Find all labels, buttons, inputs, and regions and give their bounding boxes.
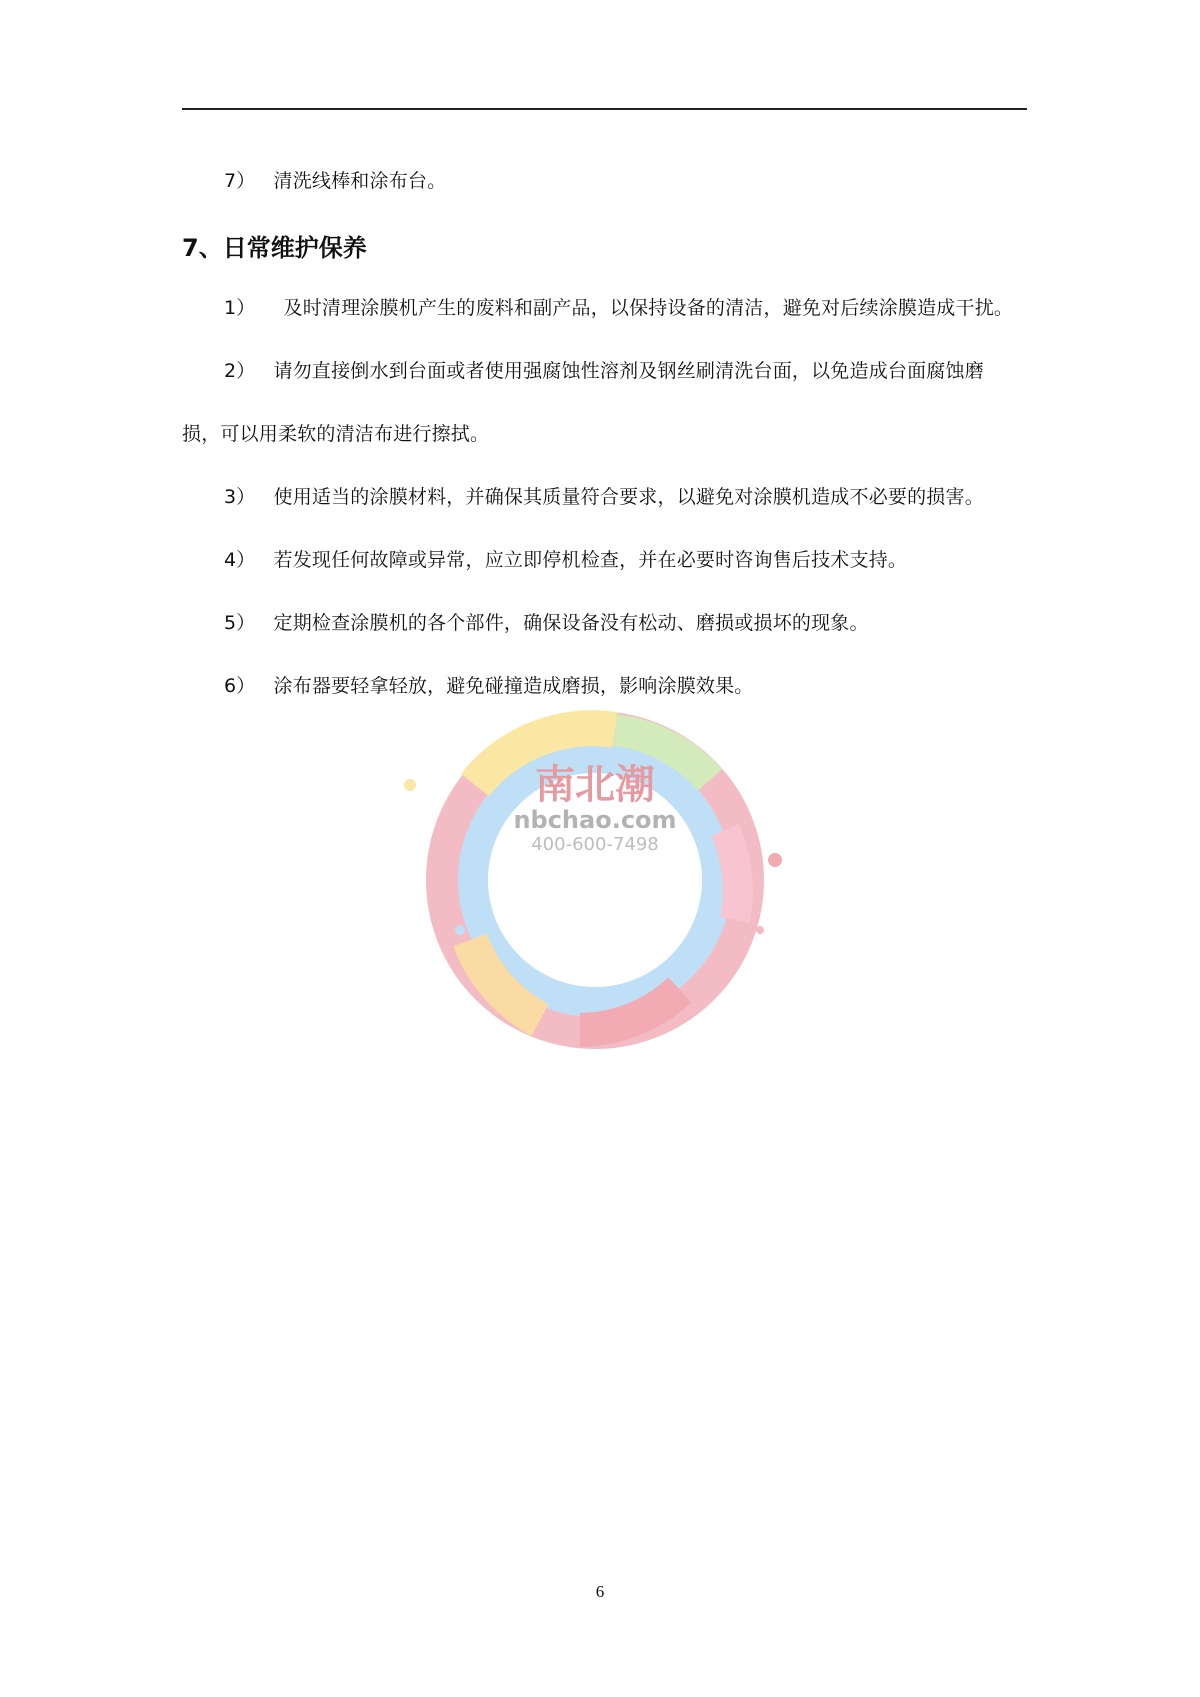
previous-step-line [224,166,446,193]
item-text: 及时清理涂膜机产生的废料和副产品，以保持设备的清洁，避免对后续涂膜造成干扰。 [283,297,1014,319]
nbchao-watermark-logo [380,690,820,1070]
item-text: 定期检查涂膜机的各个部件，确保设备没有松动、磨损或损坏的现象。 [273,612,869,634]
item-text: 使用适当的涂膜材料，并确保其质量符合要求，以避免对涂膜机造成不必要的损害。 [273,486,984,508]
item-number: 5） [224,612,256,634]
item-number: 3） [224,486,256,508]
watermark-brand: 南北潮 [535,761,655,808]
section-heading: 7、日常维护保养 [182,234,367,262]
step-text: 清洗线棒和涂布台。 [273,170,447,192]
maintenance-item-3 [224,482,984,509]
step-number: 7） [224,170,256,192]
item-number: 2） [224,360,256,382]
maintenance-item-5 [224,608,869,635]
watermark-phone: 400-600-7498 [531,834,659,855]
maintenance-item-4 [224,545,907,572]
item-text: 涂布器要轻拿轻放，避免碰撞造成磨损，影响涂膜效果。 [273,675,754,697]
item-text: 请勿直接倒水到台面或者使用强腐蚀性溶剂及钢丝刷清洗台面，以免造成台面腐蚀磨 [273,360,984,382]
item-text: 若发现任何故障或异常，应立即停机检查，并在必要时咨询售后技术支持。 [273,549,908,571]
maintenance-item-2 [224,356,984,383]
item-number: 6） [224,675,256,697]
item-number: 4） [224,549,256,571]
item-number: 1） [224,297,256,319]
watermark-site: nbchao.com [513,806,677,834]
maintenance-item-1 [224,293,1013,320]
page-number: 6 [595,1582,605,1601]
header-rule [182,108,1027,110]
maintenance-item-2-continuation: 损，可以用柔软的清洁布进行擦拭。 [182,423,490,445]
